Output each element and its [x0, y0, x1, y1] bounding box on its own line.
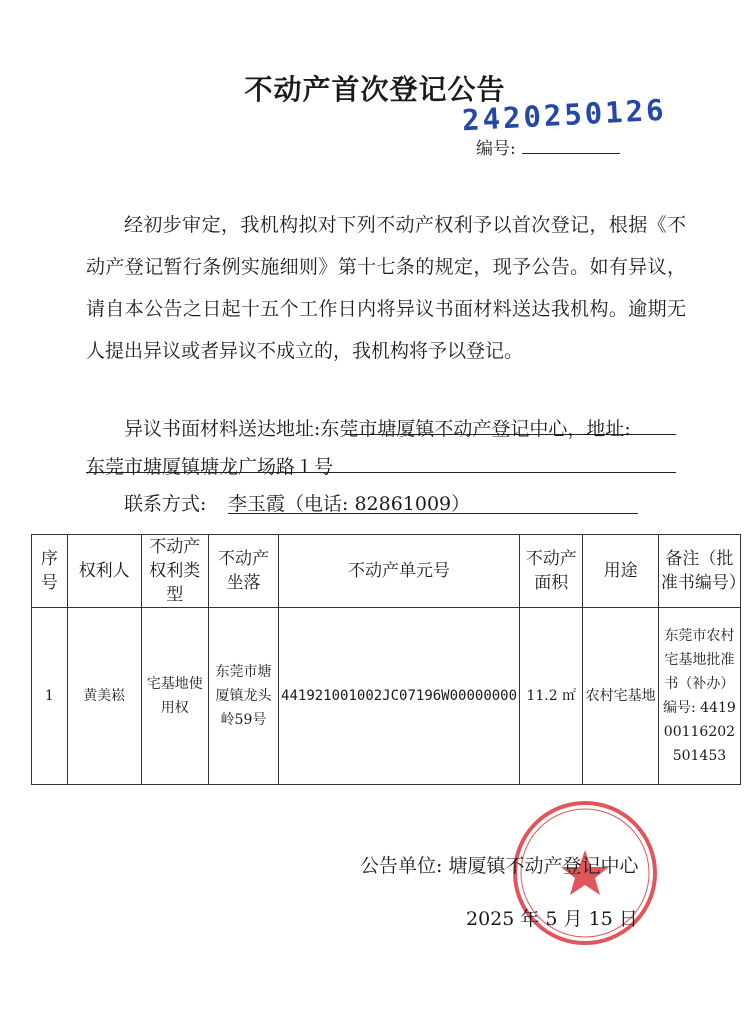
number-label: 编号: — [476, 139, 516, 159]
notice-paragraph: 经初步审定，我机构拟对下列不动产权利予以首次登记，根据《不动产登记暂行条例实施细则》第十七条的规定，现予公告。如有异议，请自本公告之日起十五个工作日内将异议书面材料送达我机构。逾期无人提出异议或者异议不成立的，我机构将予以登记。 — [86, 214, 686, 362]
contact-label: 联系方式: — [124, 493, 207, 515]
cell-usage: 农村宅基地 — [583, 608, 658, 785]
cell-area: 11.2 ㎡ — [520, 608, 583, 785]
column-header: 序号 — [32, 535, 68, 608]
number-underline — [522, 153, 620, 154]
notice-title: 不动产首次登记公告 — [244, 73, 506, 106]
notice-body — [86, 204, 686, 372]
objection-address — [86, 410, 686, 486]
column-header: 备注（批准书编号） — [658, 535, 740, 608]
contact-value: 李玉霞（电话: 82861009） — [228, 493, 471, 515]
column-header: 权利人 — [67, 535, 141, 608]
cell-note: 东莞市农村宅基地批准书（补办）编号: 441900116202501453 — [658, 608, 740, 785]
cell-index: 1 — [32, 608, 68, 785]
column-header: 不动产面积 — [520, 535, 583, 608]
announcer: 公告单位: 塘厦镇不动产登记中心 — [360, 855, 639, 877]
number-stamp: 2420250126 — [461, 92, 668, 138]
registration-table — [31, 534, 746, 785]
column-header: 不动产单元号 — [279, 535, 520, 608]
contact-underline — [228, 513, 638, 514]
cell-owner: 黄美崧 — [67, 608, 141, 785]
address-label: 异议书面材料送达地址: — [124, 418, 321, 440]
address-underline — [86, 472, 676, 473]
address-part1: 东莞市塘厦镇不动产登记中心，地址: — [320, 418, 631, 440]
cell-right-type: 宅基地使用权 — [141, 608, 208, 785]
cell-location: 东莞市塘厦镇龙头岭59号 — [208, 608, 278, 785]
address-underline — [346, 434, 676, 435]
column-header: 不动产坐落 — [208, 535, 278, 608]
table-header-row — [32, 535, 741, 608]
column-header: 不动产权利类型 — [141, 535, 208, 608]
address-part2: 东莞市塘厦镇塘龙广场路１号 — [86, 456, 334, 478]
table-row — [32, 608, 741, 785]
cell-unit-no: 441921001002JC07196W00000000 — [279, 608, 520, 785]
announce-date: 2025 年 5 月 15 日 — [466, 908, 638, 930]
column-header: 用途 — [583, 535, 658, 608]
